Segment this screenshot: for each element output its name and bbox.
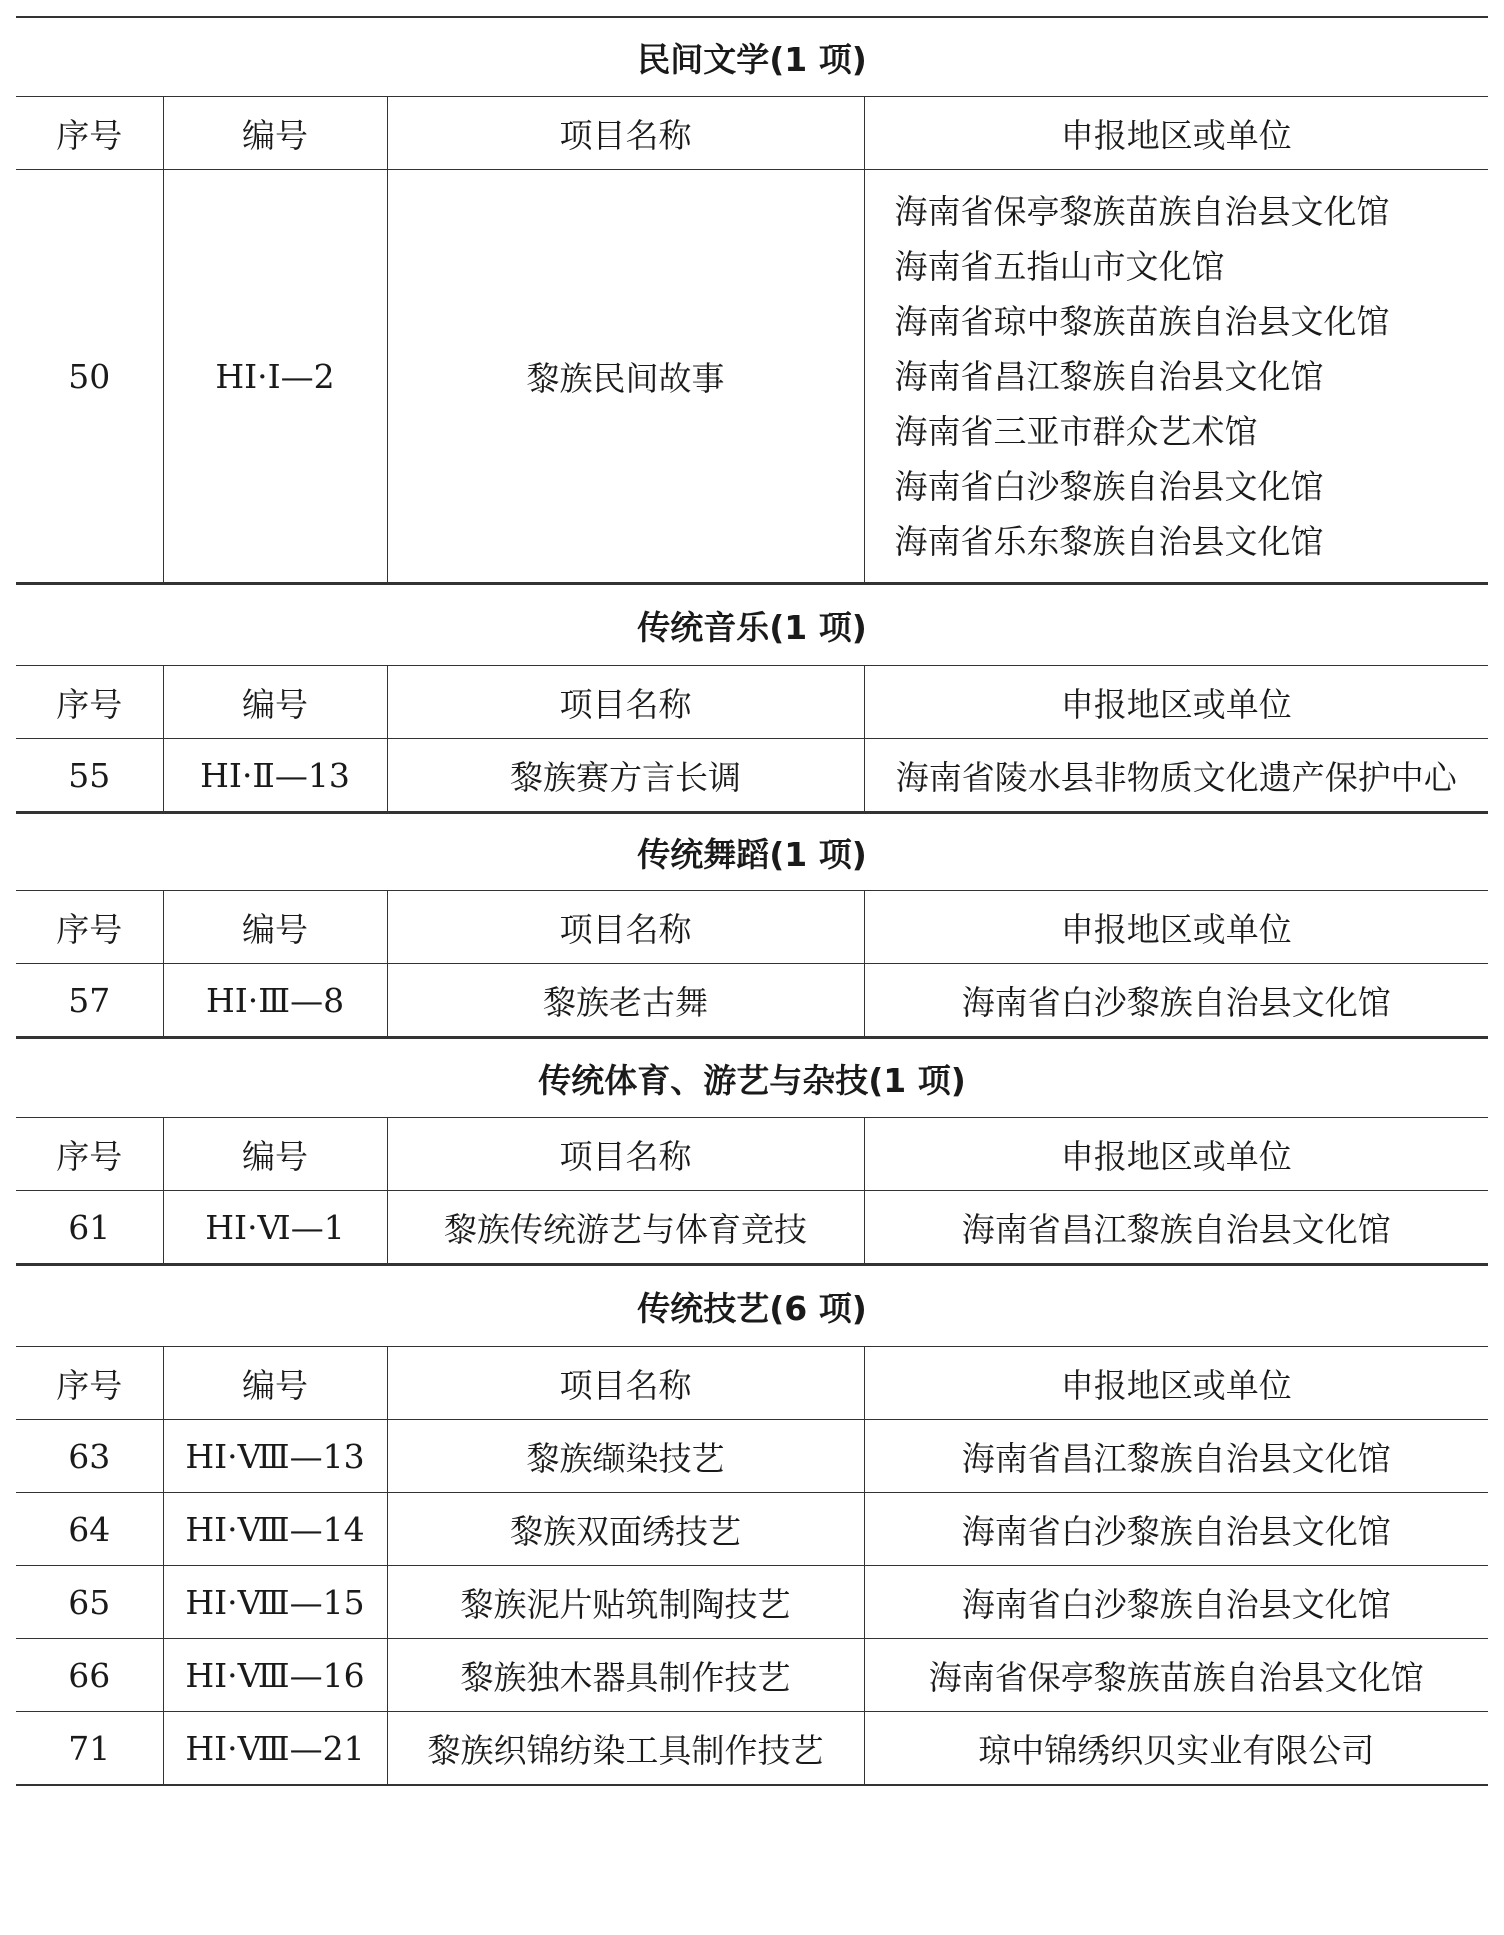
cell-name: 黎族老古舞 [387, 964, 864, 1037]
header-unit: 申报地区或单位 [864, 97, 1488, 170]
cell-index: 61 [16, 1191, 163, 1264]
header-row [16, 97, 1488, 170]
header-name: 项目名称 [387, 891, 864, 964]
cell-unit: 海南省白沙黎族自治县文化馆 [864, 964, 1488, 1037]
header-index: 序号 [16, 666, 163, 739]
cell-name: 黎族泥片贴筑制陶技艺 [387, 1566, 864, 1639]
cell-unit: 海南省白沙黎族自治县文化馆 [864, 1566, 1488, 1639]
cell-name: 黎族双面绣技艺 [387, 1493, 864, 1566]
table-traditional-craft [16, 1346, 1488, 1786]
header-unit: 申报地区或单位 [864, 1118, 1488, 1191]
cell-code: HI·Ⅵ—1 [163, 1191, 387, 1264]
cell-unit: 海南省陵水县非物质文化遗产保护中心 [864, 739, 1488, 812]
cell-code: HI·Ⅲ—8 [163, 964, 387, 1037]
header-name: 项目名称 [387, 97, 864, 170]
table-row [16, 1420, 1488, 1493]
cell-name: 黎族织锦纺染工具制作技艺 [387, 1712, 864, 1786]
section-title: 传统技艺(6 项) [16, 1264, 1488, 1346]
section-folk-literature [16, 16, 1488, 583]
header-code: 编号 [163, 97, 387, 170]
table-row [16, 1566, 1488, 1639]
table-traditional-dance [16, 890, 1488, 1037]
section-title: 传统体育、游艺与杂技(1 项) [16, 1037, 1488, 1117]
cell-index: 65 [16, 1566, 163, 1639]
unit-line: 海南省保亭黎族苗族自治县文化馆 [894, 191, 1390, 231]
cell-code: HI·Ⅷ—21 [163, 1712, 387, 1786]
table-traditional-sports [16, 1117, 1488, 1264]
header-unit: 申报地区或单位 [864, 666, 1488, 739]
section-traditional-sports [16, 1037, 1488, 1264]
section-traditional-dance [16, 812, 1488, 1037]
cell-code: HI·Ⅰ—2 [163, 170, 387, 583]
cell-code: HI·Ⅱ—13 [163, 739, 387, 812]
header-index: 序号 [16, 97, 163, 170]
section-title: 传统音乐(1 项) [16, 583, 1488, 665]
cell-index: 50 [16, 170, 163, 583]
unit-line: 海南省白沙黎族自治县文化馆 [894, 466, 1324, 506]
cell-name: 黎族缬染技艺 [387, 1420, 864, 1493]
cell-name: 黎族赛方言长调 [387, 739, 864, 812]
table-row [16, 170, 1488, 583]
cell-unit: 海南省保亭黎族苗族自治县文化馆 [864, 1639, 1488, 1712]
cell-index: 63 [16, 1420, 163, 1493]
cell-code: HI·Ⅷ—16 [163, 1639, 387, 1712]
header-code: 编号 [163, 1118, 387, 1191]
table-row [16, 739, 1488, 812]
cell-unit: 琼中锦绣织贝实业有限公司 [864, 1712, 1488, 1786]
table-row [16, 964, 1488, 1037]
cell-unit: 海南省昌江黎族自治县文化馆 [864, 1420, 1488, 1493]
cell-code: HI·Ⅷ—14 [163, 1493, 387, 1566]
header-unit: 申报地区或单位 [864, 891, 1488, 964]
cell-unit: 海南省昌江黎族自治县文化馆 [864, 1191, 1488, 1264]
section-traditional-craft [16, 1264, 1488, 1786]
table-row [16, 1493, 1488, 1566]
cell-units [864, 170, 1488, 583]
unit-line: 海南省五指山市文化馆 [894, 246, 1225, 286]
cell-unit: 海南省白沙黎族自治县文化馆 [864, 1493, 1488, 1566]
unit-line: 海南省琼中黎族苗族自治县文化馆 [894, 301, 1390, 341]
cell-index: 55 [16, 739, 163, 812]
header-code: 编号 [163, 1347, 387, 1420]
table-row [16, 1191, 1488, 1264]
cell-name: 黎族传统游艺与体育竞技 [387, 1191, 864, 1264]
section-title: 传统舞蹈(1 项) [16, 812, 1488, 890]
document-page [16, 16, 1488, 1786]
cell-code: HI·Ⅷ—13 [163, 1420, 387, 1493]
cell-index: 57 [16, 964, 163, 1037]
cell-name: 黎族独木器具制作技艺 [387, 1639, 864, 1712]
header-row [16, 666, 1488, 739]
unit-line: 海南省三亚市群众艺术馆 [894, 411, 1258, 451]
header-row [16, 1118, 1488, 1191]
header-name: 项目名称 [387, 666, 864, 739]
table-row [16, 1712, 1488, 1786]
table-traditional-music [16, 665, 1488, 812]
header-name: 项目名称 [387, 1347, 864, 1420]
header-code: 编号 [163, 891, 387, 964]
table-row [16, 1639, 1488, 1712]
unit-line: 海南省昌江黎族自治县文化馆 [894, 356, 1324, 396]
cell-name: 黎族民间故事 [387, 170, 864, 583]
header-name: 项目名称 [387, 1118, 864, 1191]
section-title: 民间文学(1 项) [16, 16, 1488, 96]
header-row [16, 1347, 1488, 1420]
cell-code: HI·Ⅷ—15 [163, 1566, 387, 1639]
cell-index: 64 [16, 1493, 163, 1566]
header-index: 序号 [16, 1118, 163, 1191]
cell-index: 71 [16, 1712, 163, 1786]
table-folk-literature [16, 96, 1488, 583]
cell-index: 66 [16, 1639, 163, 1712]
header-index: 序号 [16, 891, 163, 964]
header-row [16, 891, 1488, 964]
unit-line: 海南省乐东黎族自治县文化馆 [894, 521, 1324, 561]
section-traditional-music [16, 583, 1488, 812]
header-unit: 申报地区或单位 [864, 1347, 1488, 1420]
header-code: 编号 [163, 666, 387, 739]
header-index: 序号 [16, 1347, 163, 1420]
